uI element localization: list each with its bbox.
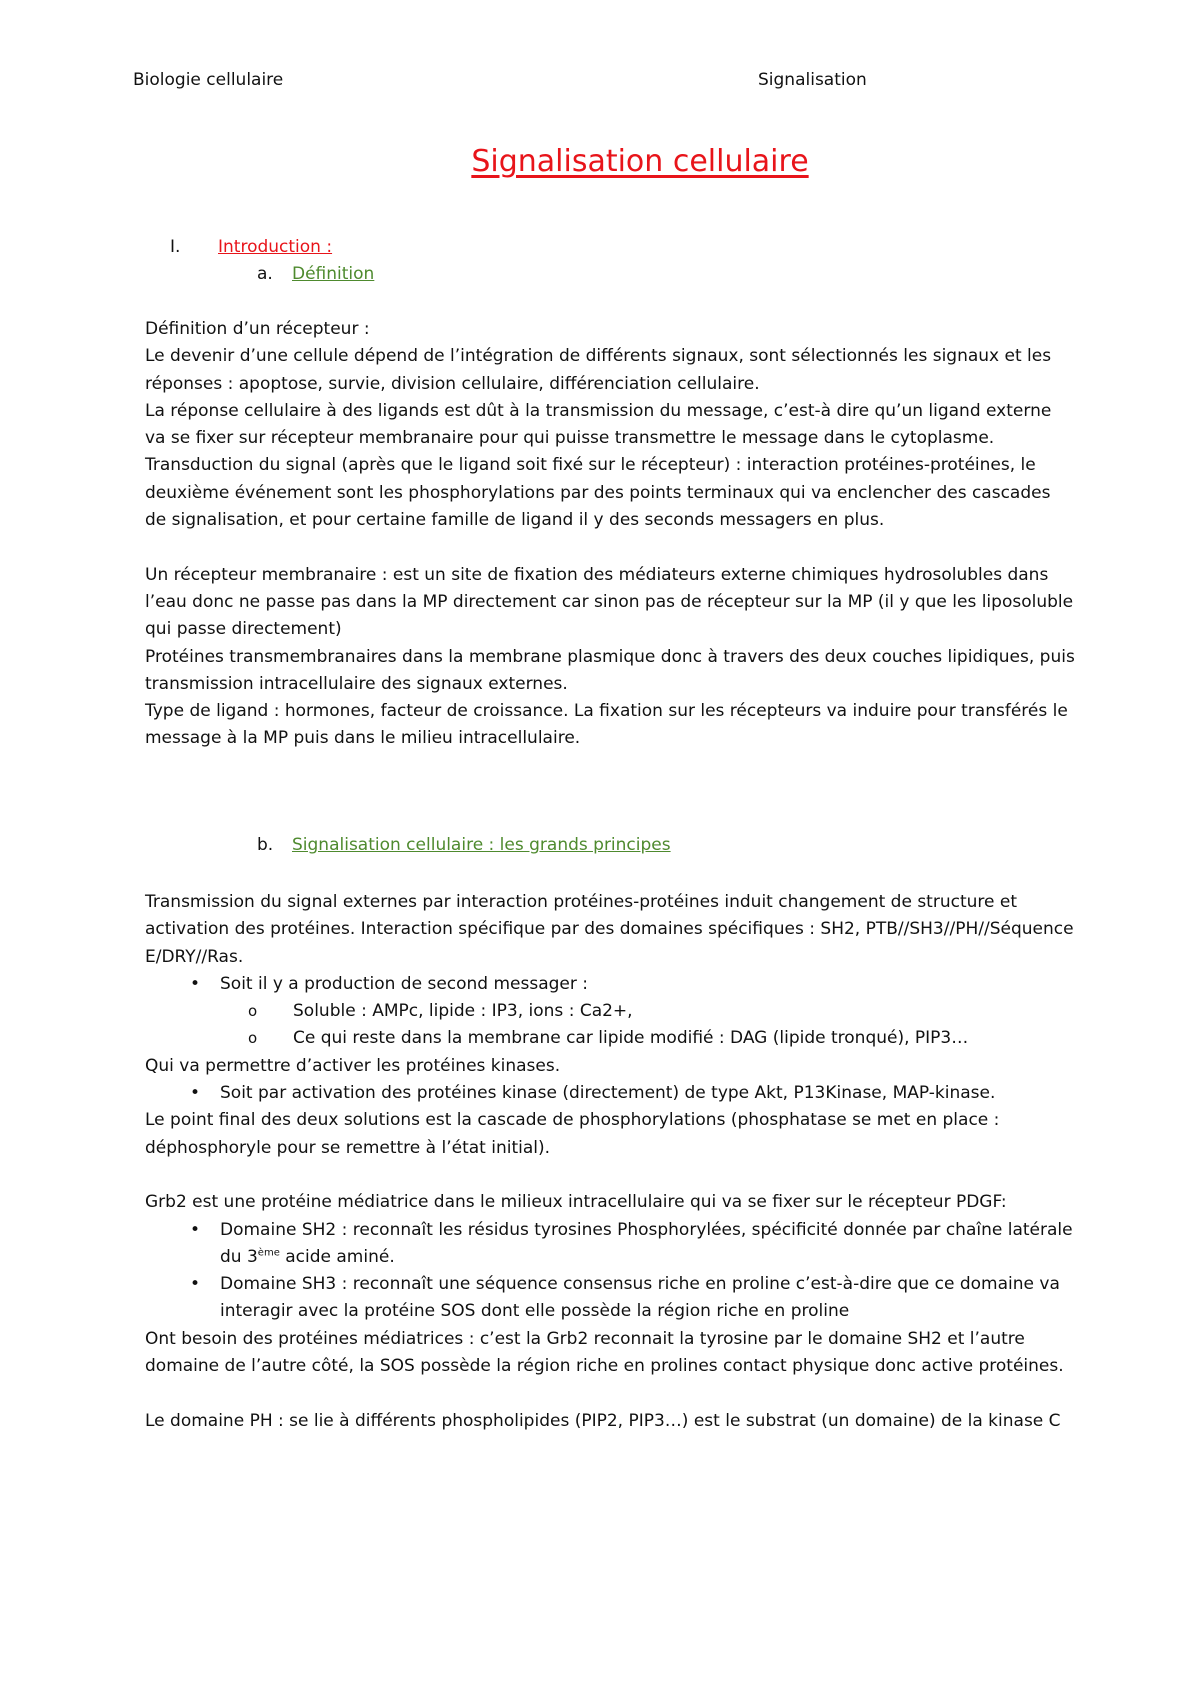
page-title: Signalisation cellulaire xyxy=(471,144,809,179)
subsection-a-letter: a. xyxy=(257,264,273,284)
principles-block xyxy=(145,889,1075,1435)
header-right: Signalisation xyxy=(758,70,867,90)
paragraph: Qui va permettre d’activer les protéines kinases. xyxy=(145,1055,561,1076)
circle-bullet-icon: o xyxy=(248,1029,258,1048)
sub-list-item: o Ce qui reste dans la membrane car lipide modifié : DAG (lipide tronqué), PIP3… xyxy=(145,1025,1075,1052)
paragraph: Type de ligand : hormones, facteur de croissance. La fixation sur les récepteurs va induire pour transférés le message à la MP puis dans le milieu intracellulaire. xyxy=(145,701,1068,749)
section-number: I. xyxy=(170,237,181,257)
paragraph: Ont besoin des protéines médiatrices : c’est la Grb2 reconnait la tyrosine par le domaine SH2 et l’autre domaine de l’autre côté, la SOS possède la région riche en prolines contact physique donc active protéines. xyxy=(145,1328,1064,1377)
paragraph: Le point final des deux solutions est la cascade de phosphorylations (phosphatase se met en place : déphosphoryle pour se remettre à l’état initial). xyxy=(145,1110,1000,1158)
paragraph: Un récepteur membranaire : est un site de fixation des médiateurs externe chimiques hydrosolubles dans l’eau donc ne passe pas dans la MP directement car sinon pas de récepteur sur la MP (il y que les liposoluble qui passe directement) xyxy=(145,564,1074,640)
paragraph: Définition d’un récepteur : xyxy=(145,319,370,339)
paragraph: Le devenir d’une cellule dépend de l’intégration de différents signaux, sont sélectionnés les signaux et les réponses : apoptose, survie, division cellulaire, différenciation cellulaire. xyxy=(145,346,1052,394)
paragraph: Transmission du signal externes par interaction protéines-protéines induit changement de structure et activation des protéines. Interaction spécifique par des domaines spécifiques : SH2, PTB//SH3//PH//Séquence E/DRY//Ras. xyxy=(145,892,1074,967)
subsection-a-label: Définition xyxy=(292,264,375,284)
bullet-icon: • xyxy=(190,1274,201,1295)
bullet-icon: • xyxy=(190,1083,201,1104)
circle-bullet-icon: o xyxy=(248,1002,258,1021)
subsection-b-label: Signalisation cellulaire : les grands principes xyxy=(292,835,671,855)
header-left: Biologie cellulaire xyxy=(133,70,284,90)
bullet-icon: • xyxy=(190,1219,201,1240)
definition-block xyxy=(145,316,1075,753)
sub-list-item: o Soluble : AMPc, lipide : IP3, ions : Ca2+, xyxy=(145,998,1075,1025)
list-item: • Soit il y a production de second messager : xyxy=(145,971,1075,998)
paragraph: Protéines transmembranaires dans la membrane plasmique donc à travers des deux couches lipidiques, puis transmission intracellulaire des signaux externes. xyxy=(145,646,1075,694)
list-item: • Domaine SH2 : reconnaît les résidus tyrosines Phosphorylées, spécificité donnée par chaîne latérale du 3ème acide aminé. xyxy=(145,1217,1075,1272)
subsection-b-letter: b. xyxy=(257,835,274,855)
paragraph: La réponse cellulaire à des ligands est dût à la transmission du message, c’est-à dire qu’un ligand externe va se fixer sur récepteur membranaire pour qui puisse transmettre le message dans le cytoplasme. xyxy=(145,400,1052,449)
section-label: Introduction : xyxy=(218,237,333,257)
paragraph: Transduction du signal (après que le ligand soit fixé sur le récepteur) : interaction protéines-protéines, le deuxième événement sont les phosphorylations par des points terminaux qui va enclencher des cascades de signalisation, et pour certaine famille de ligand il y des seconds messagers en plus. xyxy=(145,455,1051,531)
list-item: • Domaine SH3 : reconnaît une séquence consensus riche en proline c’est-à-dire que ce domaine va interagir avec la protéine SOS dont elle possède la région riche en proline xyxy=(145,1271,1075,1326)
bullet-icon: • xyxy=(190,973,201,994)
paragraph: Grb2 est une protéine médiatrice dans le milieux intracellulaire qui va se fixer sur le récepteur PDGF: xyxy=(145,1192,1007,1213)
paragraph: Le domaine PH : se lie à différents phospholipides (PIP2, PIP3…) est le substrat (un domaine) de la kinase C xyxy=(145,1410,1061,1431)
list-item: • Soit par activation des protéines kinase (directement) de type Akt, P13Kinase, MAP-kinase. xyxy=(145,1080,1075,1107)
